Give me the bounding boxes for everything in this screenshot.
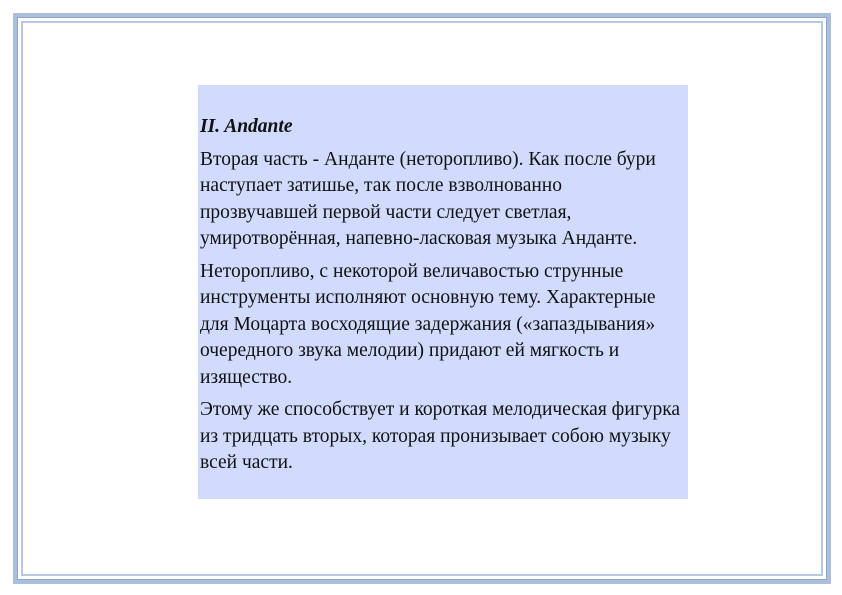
text-box: [198, 85, 688, 499]
paragraph-1: Вторая часть - Анданте (неторопливо). Как после бури наступает затишье, так после взволнованно прозвучавшей первой части следует светлая, умиротворённая, напевно-ласковая музыка Анданте.: [200, 148, 656, 249]
paragraph-2: Неторопливо, с некоторой величавостью струнные инструменты исполняют основную тему. Характерные для Моцарта восходящие задержания («запаздывания» очередного звука мелодии) придают ей мягкость и изящество.: [200, 260, 656, 388]
section-heading: II. Andante: [200, 116, 293, 137]
paragraph-3: Этому же способствует и короткая мелодическая фигурка из тридцать вторых, которая пронизывает собою музыку всей части.: [200, 399, 681, 473]
